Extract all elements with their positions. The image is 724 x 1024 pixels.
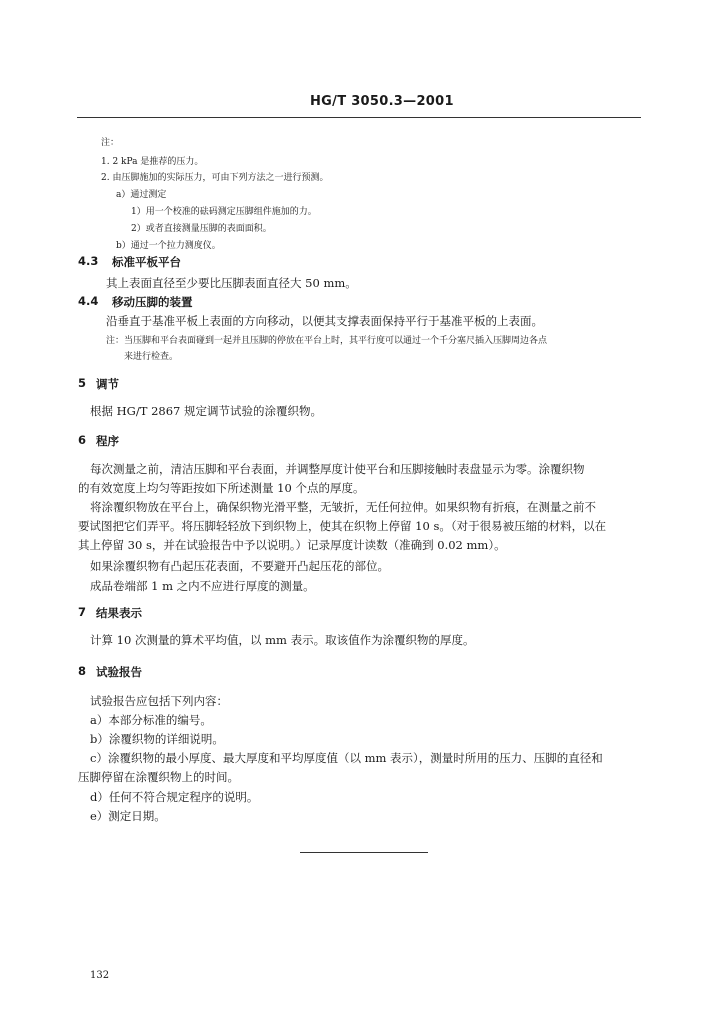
section-6-number: 6: [78, 433, 87, 447]
note-item-2a: a）通过测定: [116, 190, 167, 200]
note-item-2a1: 1）用一个校准的砝码测定压脚组件施加的力。: [131, 207, 317, 217]
header-rule: [77, 117, 641, 118]
section-5-text: 根据 HG/T 2867 规定调节试验的涂覆织物。: [90, 404, 322, 418]
section-8-item-c-line-1: c）涂覆织物的最小厚度、最大厚度和平均厚度值（以 mm 表示），测量时所用的压力、压脚的直径和: [90, 751, 603, 765]
section-8-item-a: a）本部分标准的编号。: [90, 713, 212, 727]
section-4-3-number: 4.3: [78, 254, 99, 268]
section-6-para-2-line-3: 其上停留 30 s，并在试验报告中予以说明。）记录厚度计读数（准确到 0.02 mm）。: [78, 538, 506, 552]
section-6-para-2-line-2: 要试图把它们弄平。将压脚轻轻放下到织物上，使其在织物上停留 10 s。（对于很易被压缩的材料，以在: [78, 519, 607, 533]
section-8-item-c-line-2: 压脚停留在涂覆织物上的时间。: [78, 770, 239, 784]
section-7-text: 计算 10 次测量的算术平均值，以 mm 表示。取该值作为涂覆织物的厚度。: [90, 633, 475, 647]
section-7-number: 7: [78, 605, 87, 619]
page-number: 132: [90, 970, 110, 981]
note-item-2b: b）通过一个拉力测度仪。: [116, 241, 221, 251]
section-8-item-d: d）任何不符合规定程序的说明。: [90, 790, 259, 804]
notes-title: 注：: [101, 138, 120, 148]
section-4-3-title: 标准平板平台: [112, 255, 181, 269]
note-item-1: 1. 2 kPa 是推荐的压力。: [101, 157, 204, 167]
section-6-para-3: 如果涂覆织物有凸起压花表面，不要避开凸起压花的部位。: [90, 559, 389, 573]
section-7-title: 结果表示: [96, 606, 142, 620]
section-4-4-text: 沿垂直于基准平板上表面的方向移动，以便其支撑表面保持平行于基准平板的上表面。: [106, 314, 543, 328]
section-5-number: 5: [78, 376, 87, 390]
section-8-number: 8: [78, 664, 87, 678]
end-of-standard-rule: [300, 852, 428, 853]
header-standard-code: HG/T 3050.3—2001: [310, 94, 454, 109]
section-6-para-1-line-2: 的有效宽度上均匀等距按如下所述测量 10 个点的厚度。: [78, 481, 365, 495]
section-6-para-4: 成品卷端部 1 m 之内不应进行厚度的测量。: [90, 579, 315, 593]
section-8-item-e: e）测定日期。: [90, 809, 166, 823]
section-4-3-text: 其上表面直径至少要比压脚表面直径大 50 mm。: [106, 276, 357, 290]
section-5-title: 调节: [96, 377, 119, 391]
section-8-title: 试验报告: [96, 665, 142, 679]
section-8-item-b: b）涂覆织物的详细说明。: [90, 732, 224, 746]
section-4-4-note-line-1: 注：当压脚和平台表面碰到一起并且压脚的停放在平台上时，其平行度可以通过一个千分塞尺插入压脚周边各点: [106, 336, 548, 346]
section-6-para-2-line-1: 将涂覆织物放在平台上，确保织物光滑平整，无皱折，无任何拉伸。如果织物有折痕，在测量之前不: [90, 500, 596, 514]
section-4-4-number: 4.4: [78, 294, 99, 308]
section-6-title: 程序: [96, 434, 119, 448]
note-item-2a2: 2）或者直接测量压脚的表面面积。: [131, 224, 272, 234]
section-4-4-note-line-2: 来进行检查。: [124, 352, 179, 362]
note-item-2: 2. 由压脚施加的实际压力，可由下列方法之一进行预测。: [101, 173, 329, 183]
section-8-intro: 试验报告应包括下列内容：: [90, 694, 228, 708]
section-6-para-1-line-1: 每次测量之前，清洁压脚和平台表面，并调整厚度计使平台和压脚接触时表盘显示为零。涂覆织物: [90, 462, 585, 476]
section-4-4-title: 移动压脚的装置: [112, 295, 193, 309]
